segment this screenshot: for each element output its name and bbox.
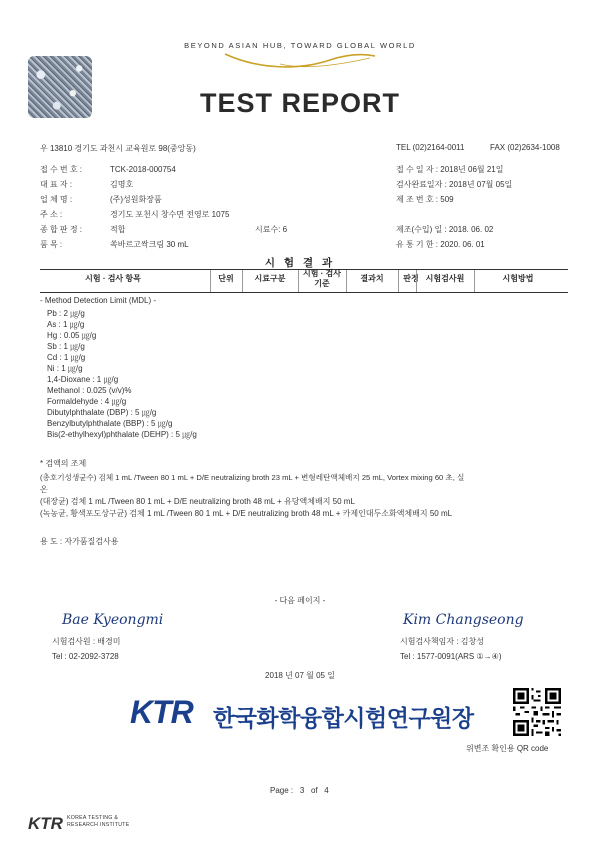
- col-divider: [346, 270, 347, 292]
- receipt-no: TCK-2018-000754: [110, 165, 176, 174]
- col-criteria: 시험 · 검사 기준: [302, 269, 342, 288]
- col-divider: [474, 270, 475, 292]
- ktr-logo: KTR: [130, 694, 193, 730]
- mdl-list: [47, 308, 197, 440]
- judgement: 적합: [110, 225, 126, 234]
- col-divider: [210, 270, 211, 292]
- tester-signature: Bae Kyeongmi: [62, 612, 164, 628]
- complete-date: 검사완료일자 : 2018년 07월 05일: [396, 180, 513, 189]
- tester-label: 시험검사원 : 배경미: [52, 637, 121, 646]
- qr-code-icon: [513, 688, 561, 736]
- tagline-swoosh: [220, 50, 380, 72]
- prep-line: (녹농균, 황색포도상구균) 검체 1 mL /Tween 80 1 mL + D/E neutralizing broth 48 mL + 카제인대두소화액체배지 50 mL: [40, 509, 453, 518]
- prep-line: (대장균) 검체 1 mL /Tween 80 1 mL + D/E neutralizing broth 48 mL + 유당액체배지 50 mL: [40, 497, 355, 506]
- mdl-item: Formaldehyde : 4 ㎍/g: [47, 397, 127, 406]
- results-title: 시 험 결 과: [264, 257, 336, 269]
- mdl-header: - Method Detection Limit (MDL) -: [40, 296, 157, 305]
- mdl-item: Sb : 1 ㎍/g: [47, 342, 85, 351]
- col-sample-type: 시료구분: [254, 274, 286, 283]
- report-title: TEST REPORT: [199, 88, 400, 118]
- rep-row: [40, 179, 133, 190]
- col-unit: 단위: [218, 274, 234, 283]
- mdl-item: Pb : 2 ㎍/g: [47, 309, 85, 318]
- judgement-row: [40, 224, 125, 235]
- receipt-date: 접 수 일 자 : 2018년 06월 21일: [396, 165, 504, 174]
- expiry-date: 유 통 기 한 : 2020. 06. 01: [396, 240, 485, 249]
- product-label: 품 목 :: [40, 240, 63, 249]
- company-label: 업 체 명 :: [40, 195, 73, 204]
- company-row: [40, 194, 162, 205]
- col-divider: [242, 270, 243, 292]
- fax: FAX (02)2634-1008: [490, 143, 560, 152]
- prep-line: 온: [40, 485, 48, 494]
- mdl-item: Methanol : 0.025 (v/v)%: [47, 386, 132, 395]
- org-name: 한국화학융합시험연구원장: [213, 705, 474, 731]
- company: (주)성원화장품: [110, 195, 162, 204]
- page-total: 4: [324, 786, 329, 795]
- product: 쏙바르고싹크림 30 mL: [110, 240, 189, 249]
- bottom-org-name: [67, 815, 129, 829]
- col-method: 시험방법: [502, 274, 534, 283]
- col-result: 결과치: [360, 274, 384, 283]
- product-row: [40, 239, 189, 250]
- mdl-item: Cd : 1 ㎍/g: [47, 353, 86, 362]
- tagline: BEYOND ASIAN HUB, TOWARD GLOBAL WORLD: [184, 41, 416, 50]
- judgement-label: 종 합 판 정 :: [40, 225, 83, 234]
- manager-label: 시험검사책임자 : 김창성: [400, 637, 484, 646]
- addr-row: [40, 209, 229, 220]
- addr: 경기도 포천시 창수면 전영로 1075: [110, 210, 230, 219]
- mdl-item: Hg : 0.05 ㎍/g: [47, 331, 97, 340]
- mdl-item: Dibutylphthalate (DBP) : 5 ㎍/g: [47, 408, 157, 417]
- mdl-item: As : 1 ㎍/g: [47, 320, 85, 329]
- addr-label: 주 소 :: [40, 210, 63, 219]
- bottom-ktr-logo: KTR: [28, 814, 63, 833]
- page-of: of: [310, 786, 318, 795]
- bottom-org-name-line: RESEARCH INSTITUTE: [67, 822, 130, 828]
- manufacture-no: 제 조 번 호 : 509: [396, 195, 454, 204]
- col-divider: [298, 270, 299, 292]
- col-divider: [416, 270, 417, 292]
- tel: TEL (02)2164-0011: [396, 143, 465, 152]
- table-header-rule: [40, 292, 568, 293]
- page-indicator: [270, 786, 329, 795]
- usage: 용 도 : 자가품질검사용: [40, 537, 119, 546]
- col-divider: [398, 270, 399, 292]
- qr-caption: 위변조 확인용 QR code: [466, 744, 549, 753]
- prep-line: (총호기성생균수) 검체 1 mL /Tween 80 1 mL + D/E neutralizing broth 23 mL + 변형레탄액체배지 25 mL, Vortex mixing 60 초, 실: [40, 473, 465, 482]
- receipt-no-row: [40, 164, 176, 175]
- col-judgement: 판정: [403, 274, 419, 283]
- manager-tel: Tel : 1577-0091(ARS ①→④): [400, 652, 502, 661]
- col-test-item: 시험 · 검사 항목: [85, 274, 141, 283]
- receipt-no-label: 접 수 번 호 :: [40, 165, 83, 174]
- mdl-item: 1,4-Dioxane : 1 ㎍/g: [47, 375, 119, 384]
- col-tester: 시험검사원: [425, 274, 465, 283]
- prep-list: [40, 472, 464, 520]
- prep-header: * 검액의 조제: [40, 459, 87, 468]
- bottom-org-name-line: KOREA TESTING &: [67, 815, 119, 821]
- address: 우 13810 경기도 과천시 교육원로 98(중앙동): [40, 144, 196, 153]
- report-date: 2018 년 07 월 05 일: [265, 671, 335, 680]
- sample-count: 시료수: 6: [255, 225, 288, 234]
- mdl-item: Bis(2-ethylhexyl)phthalate (DEHP) : 5 ㎍/g: [47, 430, 197, 439]
- page-label: Page :: [270, 786, 294, 795]
- rep: 김명호: [110, 180, 134, 189]
- qr-code: [513, 688, 561, 736]
- tester-tel: Tel : 02-2092-3728: [52, 652, 119, 661]
- page-current: 3: [299, 786, 305, 795]
- mdl-item: Benzylbutylphthalate (BBP) : 5 ㎍/g: [47, 419, 173, 428]
- manager-signature: Kim Changseong: [403, 612, 524, 628]
- mdl-item: Ni : 1 ㎍/g: [47, 364, 83, 373]
- next-page-note: - 다음 페이지 -: [274, 596, 326, 605]
- rep-label: 대 표 자 :: [40, 180, 73, 189]
- manufacture-date: 제조(수입) 일 : 2018. 06. 02: [396, 225, 494, 234]
